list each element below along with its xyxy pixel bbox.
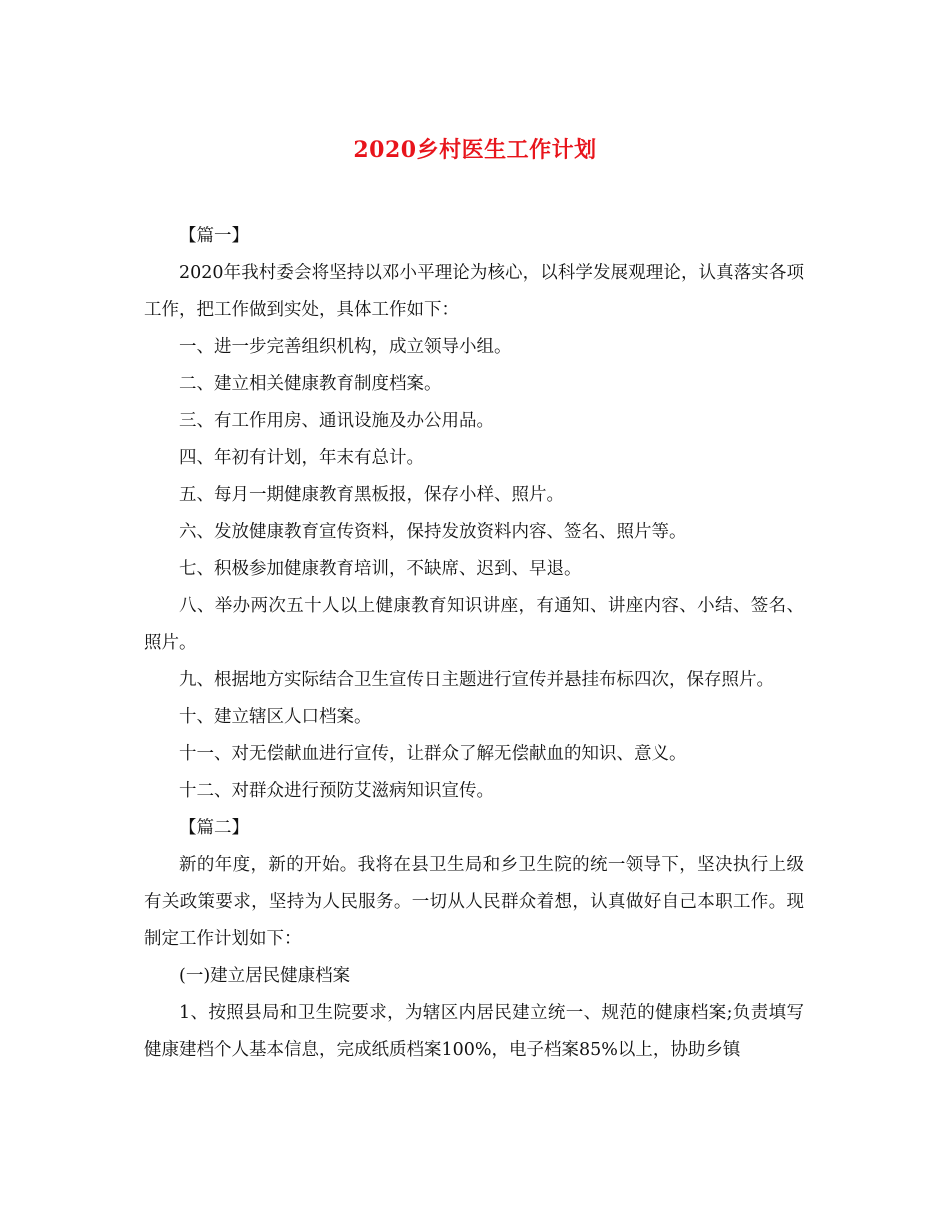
- list-item: 十二、对群众进行预防艾滋病知识宣传。: [179, 781, 494, 801]
- document-title: 2020乡村医生工作计划: [353, 137, 597, 163]
- list-item: 一、进一步完善组织机构，成立领导小组。: [179, 337, 512, 357]
- list-item: 四、年初有计划，年末有总计。: [179, 448, 424, 468]
- list-item: 六、发放健康教育宣传资料，保持发放资料内容、签名、照片等。: [179, 522, 687, 542]
- section-heading-2: 【篇二】: [179, 818, 249, 838]
- paragraph: 1、按照县局和卫生院要求，为辖区内居民建立统一、规范的健康档案;负责填写健康建档个人基本信息，完成纸质档案100%，电子档案85%以上，协助乡镇: [144, 1003, 804, 1060]
- paragraph: 新的年度，新的开始。我将在县卫生局和乡卫生院的统一领导下，坚决执行上级有关政策要求，坚持为人民服务。一切从人民群众着想，认真做好自己本职工作。现制定工作计划如下：: [144, 855, 804, 949]
- list-item: 十一、对无偿献血进行宣传，让群众了解无偿献血的知识、意义。: [179, 744, 687, 764]
- document-body: [144, 218, 804, 1069]
- paragraph: 2020年我村委会将坚持以邓小平理论为核心，以科学发展观理论，认真落实各项工作，把工作做到实处，具体工作如下：: [144, 263, 804, 320]
- list-item: 八、举办两次五十人以上健康教育知识讲座，有通知、讲座内容、小结、签名、照片。: [144, 596, 804, 653]
- list-item: 二、建立相关健康教育制度档案。: [179, 374, 442, 394]
- list-item: 三、有工作用房、通讯设施及办公用品。: [179, 411, 494, 431]
- list-item: 五、每月一期健康教育黑板报，保存小样、照片。: [179, 485, 564, 505]
- subheading: (一)建立居民健康档案: [179, 966, 351, 986]
- section-heading-1: 【篇一】: [179, 226, 249, 246]
- list-item: 七、积极参加健康教育培训，不缺席、迟到、早退。: [179, 559, 582, 579]
- list-item: 九、根据地方实际结合卫生宣传日主题进行宣传并悬挂布标四次，保存照片。: [179, 670, 774, 690]
- list-item: 十、建立辖区人口档案。: [179, 707, 372, 727]
